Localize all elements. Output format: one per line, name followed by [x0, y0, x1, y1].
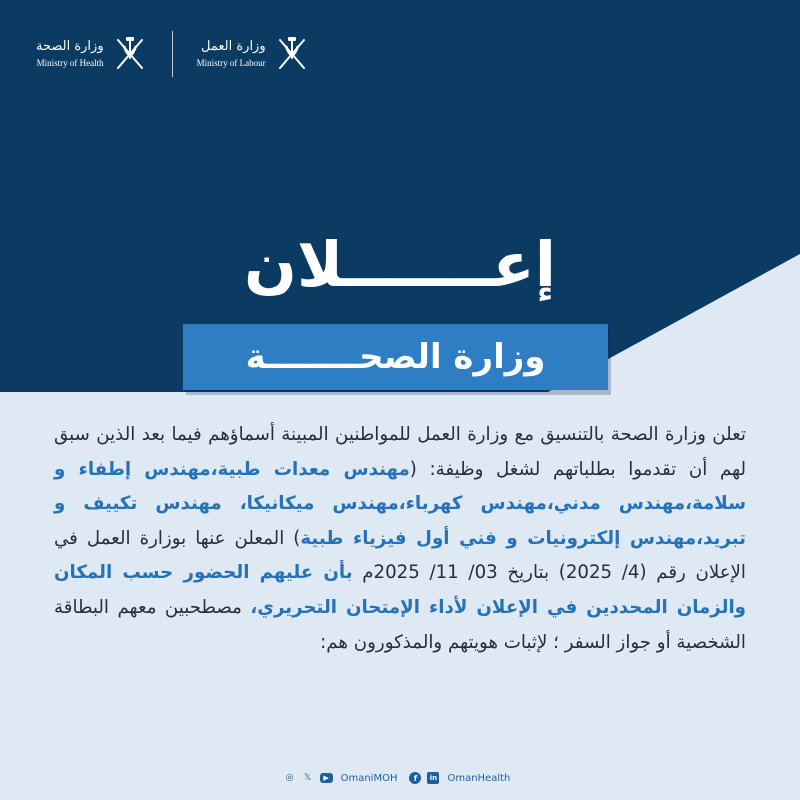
oman-emblem-icon: [112, 34, 148, 74]
youtube-icon[interactable]: ▶: [320, 773, 333, 783]
footer-social: [0, 772, 800, 784]
logo-labour-arabic: وزارة العمل: [201, 39, 266, 54]
instagram-icon[interactable]: ◎: [285, 773, 294, 783]
announcement-title: إعـــــــلان: [244, 228, 556, 301]
body-job-titles: مهندس معدات طبية،مهندس إطفاء و سلامة،مهندس مدني،مهندس كهرباء،مهندس ميكانيكا، مهندس تكييف و تبريد،مهندس إلكترونيات و فني أول فيزياء طبية: [54, 458, 746, 549]
logo-ministry-health: [36, 34, 148, 74]
body-documents: مصطحبين معهم البطاقة الشخصية أو جواز السفر ؛ لإثبات هويتهم والمذكورون هم:: [54, 596, 746, 653]
facebook-icon[interactable]: f: [409, 772, 421, 784]
footer-handle-social[interactable]: OmaniMOH: [340, 772, 398, 784]
body-intro: تعلن وزارة الصحة بالتنسيق مع وزارة العمل للمواطنين المبينة أسماؤهم فيما بعد الذين سبق لهم أن تقدموا بطلباتهم لشغل وظيفة: (: [54, 424, 746, 480]
ministry-banner: [183, 324, 608, 390]
logo-ministry-labour: [197, 34, 310, 74]
header-logos: [36, 28, 310, 80]
logo-health-english: Ministry of Health: [36, 58, 104, 68]
announcement-body: [54, 418, 746, 660]
logo-labour-english: Ministry of Labour: [196, 58, 266, 68]
body-reference: ) المعلن عنها بوزارة العمل في الإعلان رقم (4/ 2025) بتاريخ 03/ 11/ 2025م: [54, 527, 746, 584]
logo-divider: [172, 31, 173, 77]
oman-emblem-icon: [274, 34, 310, 74]
logo-health-arabic: وزارة الصحة: [36, 39, 104, 54]
body-attendance-call: بأن عليهم الحضور حسب المكان والزمان المحددين في الإعلان لأداء الإمتحان التحريري،: [54, 562, 746, 618]
ministry-banner-label: وزارة الصحــــــــة: [245, 337, 546, 377]
linkedin-icon[interactable]: in: [427, 772, 439, 784]
footer-handle-pages[interactable]: OmanHealth: [447, 772, 511, 784]
x-icon[interactable]: 𝕏: [303, 773, 312, 783]
